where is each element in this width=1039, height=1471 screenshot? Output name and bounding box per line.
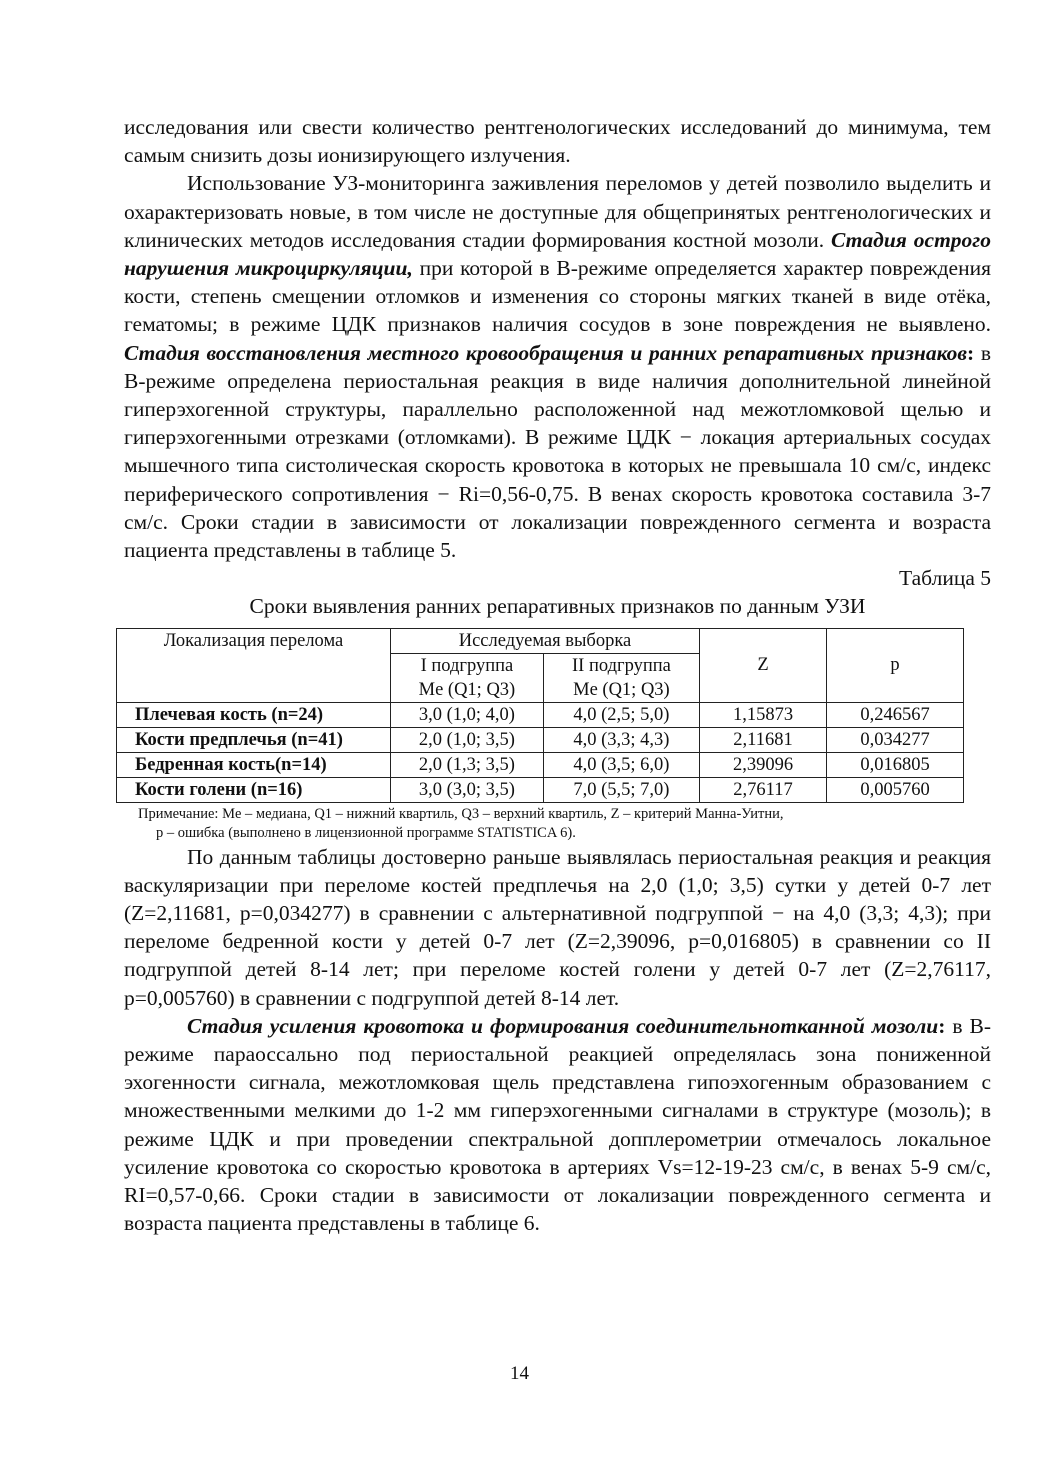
cell-subgroup-2: 4,0 (3,3; 4,3) [543,727,699,752]
cell-localization: Кости голени (n=16) [117,777,391,802]
cell-z: 1,15873 [700,702,827,727]
cell-subgroup-2: 4,0 (2,5; 5,0) [543,702,699,727]
cell-p: 0,246567 [827,702,964,727]
body-text [124,113,991,1238]
table-note [138,805,991,843]
paragraph-text: Использование УЗ-мониторинга заживления переломов у детей позволило выделить и охарактеризовать новые, в том числе не доступные для общепринятых рентгенологических и клинических методов исследования стадии формирования костной мозоли. [124,171,991,252]
paragraph-stage-three [124,1012,991,1238]
cell-p: 0,016805 [827,752,964,777]
page-number: 14 [510,1363,529,1384]
paragraph-text: в В-режиме параоссально под периостальной реакцией определялась зона пониженной эхогенности сигнала, межотломковая щель представлена гипоэхогенным образованием с множественными мелкими до 1-2 мм гиперэхогенными сигналами в структуре (мозоль); в режиме ЦДК и при проведении спектральной допплерометрии отмечалось локальное усиление кровотока со скоростью кровотока в артериях Vs=12-19-23 см/с, в венах 5-9 см/с, RI=0,57-0,66. Сроки стадии в зависимости от локализации поврежденного сегмента и возраста пациента представлены в таблице 6. [124,1013,992,1236]
cell-subgroup-2: 7,0 (5,5; 7,0) [543,777,699,802]
header-z: Z [700,628,827,702]
header-subgroup-1-stat: Me (Q1; Q3) [391,678,544,703]
cell-localization: Бедренная кость(n=14) [117,752,391,777]
table-row [117,777,964,802]
stage-title-acute: Стадия острого нарушения микроциркуляции, [124,227,991,281]
cell-z: 2,39096 [700,752,827,777]
colon: : [967,340,975,365]
table-note-line: p – ошибка (выполнено в лицензионной программе STATISTICA 6). [156,824,576,841]
paragraph-text: в В-режиме определена периостальная реакция в виде наличия дополнительной линейной гиперэхогенной структуры, параллельно расположенной над межотломковой щелью и гиперэхогенными отрезками (отломками). В режиме ЦДК − локация артериальных сосудах мышечного типа систолическая скорость кровотока в которых не превышала 10 см/с, индекс периферического сопротивления − Ri=0,56-0,75. В венах скорость кровотока составила 3-7 см/с. Сроки стадии в зависимости от локализации поврежденного сегмента и возраста пациента представлены в таблице 5. [124,340,991,563]
table-label: Таблица 5 [899,566,991,591]
paragraph-text: при которой в В-режиме определяется характер повреждения кости, степень смещении отломков и изменения со стороны мягких тканей в виде отёка, гематомы; в режиме ЦДК признаков наличия сосудов в зоне повреждения не выявлено. [124,256,991,337]
cell-localization: Кости предплечья (n=41) [117,727,391,752]
cell-p: 0,034277 [827,727,964,752]
header-sample: Исследуемая выборка [391,628,700,653]
cell-subgroup-1: 2,0 (1,0; 3,5) [391,727,544,752]
header-subgroup-1: I подгруппа [391,653,544,678]
cell-localization: Плечевая кость (n=24) [117,702,391,727]
header-localization: Локализация перелома [117,628,391,702]
table-row [117,702,964,727]
cell-subgroup-2: 4,0 (3,5; 6,0) [543,752,699,777]
paragraph-intro: исследования или свести количество рентгенологических исследований до минимума, тем самым снизить дозы ионизирующего излучения. [124,115,991,168]
table-title: Сроки выявления ранних репаративных признаков по данным УЗИ [249,594,866,619]
paragraph-table-analysis: По данным таблицы достоверно раньше выявлялась периостальная реакция и реакция васкуляризации при переломе костей предплечья на 2,0 (1,0; 3,5) сутки у детей 0-7 лет (Z=2,11681, p=0,034277) в сравнении с альтернативной подгруппой − на 4,0 (3,3; 4,3); при переломе бедренной кости у детей 0-7 лет (Z=2,39096, p=0,016805) в сравнении со II подгруппой детей 8-14 лет; при переломе костей голени у детей 0-7 лет (Z=2,76117, p=0,005760) в сравнении с подгруппой детей 8-14 лет. [124,844,991,1010]
table-header-row [117,628,964,653]
results-table [116,628,964,803]
header-p: p [827,628,964,702]
paragraph-stages [124,169,991,564]
cell-subgroup-1: 3,0 (1,0; 4,0) [391,702,544,727]
colon: : [938,1013,946,1038]
table-note-line: Примечание: Me – медиана, Q1 – нижний квартиль, Q3 – верхний квартиль, Z – критерий Манна-Уитни, [138,805,784,822]
stage-title-callus: Стадия усиления кровотока и формирования соединительнотканной мозоли [187,1013,939,1038]
cell-subgroup-1: 3,0 (3,0; 3,5) [391,777,544,802]
cell-z: 2,11681 [700,727,827,752]
cell-z: 2,76117 [700,777,827,802]
cell-subgroup-1: 2,0 (1,3; 3,5) [391,752,544,777]
header-subgroup-2: II подгруппа [543,653,699,678]
stage-title-restoration: Стадия восстановления местного кровообращения и ранних репаративных признаков [124,340,968,365]
table-row [117,727,964,752]
header-subgroup-2-stat: Me (Q1; Q3) [543,678,699,703]
cell-p: 0,005760 [827,777,964,802]
table-row [117,752,964,777]
